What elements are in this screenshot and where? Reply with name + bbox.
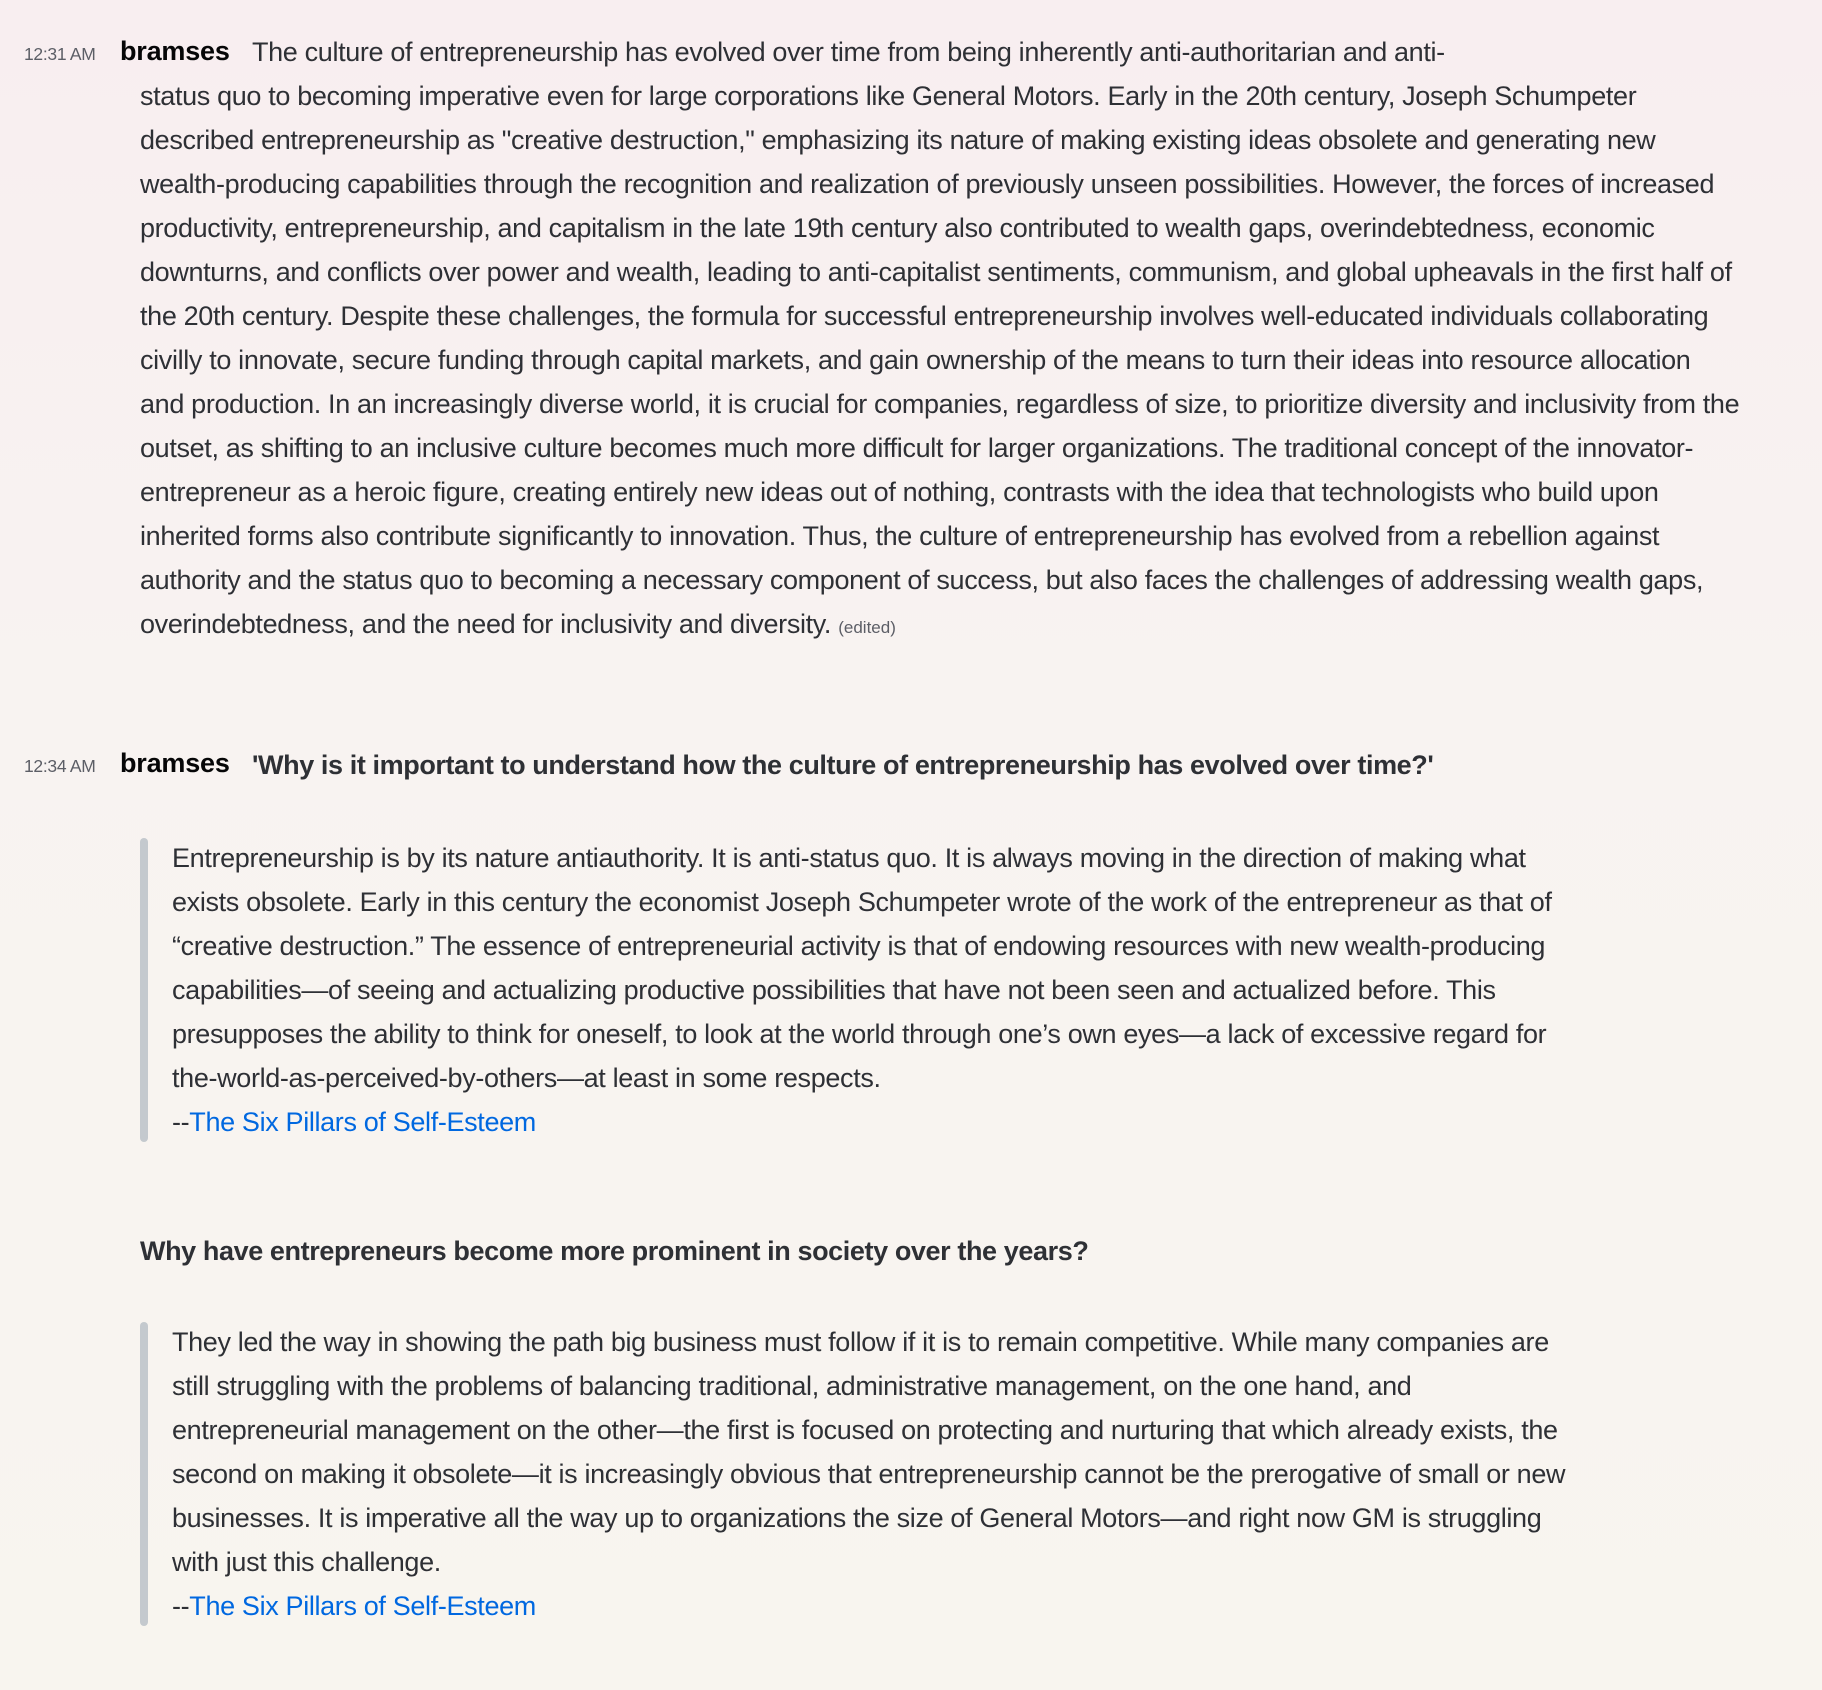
quote-text: They led the way in showing the path big business must follow if it is to remain competitive. While many companies are still struggling with the problems of balancing traditional, administrative management, on the one hand, and entrepreneurial management on the other—the first is focused on protecting and nurturing that which already exists, the second on making it obsolete—it is increasingly obvious that entrepreneurship cannot be the prerogative of small or new businesses. It is imperative all the way up to organizations the size of General Motors—and right now GM is struggling with just this challenge. xyxy=(172,1327,1566,1577)
question-heading: Why have entrepreneurs become more prominent in society over the years? xyxy=(140,1236,1089,1266)
blockquote-2 xyxy=(140,1320,1612,1628)
message-timestamp[interactable]: 12:34 AM xyxy=(24,756,96,776)
message-username[interactable]: bramses xyxy=(120,748,230,778)
attribution-dashes: -- xyxy=(172,1591,190,1621)
message-heading: 'Why is it important to understand how the culture of entrepreneurship has evolved over time?' xyxy=(252,750,1434,780)
source-link[interactable]: The Six Pillars of Self-Esteem xyxy=(189,1107,536,1137)
attribution-dashes: -- xyxy=(172,1107,190,1137)
quote-bar xyxy=(140,838,148,1142)
blockquote-1 xyxy=(140,836,1612,1144)
message-body-text: status quo to becoming imperative even for large corporations like General Motors. Early in the 20th century, Joseph Schumpeter described entrepreneurship as "creative destruction," emphasizing its nature of making existing ideas obsolete and generating new wealth-producing capabilities through the recognition and realization of previously unseen possibilities. However, the forces of increased productivity, entrepreneurship, and capitalism in the late 19th century also contributed to wealth gaps, overindebtedness, economic downturns, and conflicts over power and wealth, leading to anti-capitalist sentiments, communism, and global upheavals in the first half of the 20th century. Despite these challenges, the formula for successful entrepreneurship involves well-educated individuals collaborating civilly to innovate, secure funding through capital markets, and gain ownership of the means to turn their ideas into resource allocation and production. In an increasingly diverse world, it is crucial for companies, regardless of size, to prioritize diversity and inclusivity from the outset, as shifting to an inclusive culture becomes much more difficult for larger organizations. The traditional concept of the innovator-entrepreneur as a heroic figure, creating entirely new ideas out of nothing, contrasts with the idea that technologists who build upon inherited forms also contribute significantly to innovation. Thus, the culture of entrepreneurship has evolved from a rebellion against authority and the status quo to becoming a necessary component of success, but also faces the challenges of addressing wealth gaps, overindebtedness, and the need for inclusivity and diversity. (edited) xyxy=(140,81,1740,639)
quote-attribution xyxy=(172,1100,1612,1144)
message-timestamp[interactable]: 12:31 AM xyxy=(24,44,96,64)
quote-attribution xyxy=(172,1584,1612,1628)
quote-text: Entrepreneurship is by its nature antiauthority. It is anti-status quo. It is always moving in the direction of making what exists obsolete. Early in this century the economist Joseph Schumpeter wrote of the work of the entrepreneur as that of “creative destruction.” The essence of entrepreneurial activity is that of endowing resources with new wealth-producing capabilities—of seeing and actualizing productive possibilities that have not been seen and actualized before. This presupposes the ability to think for oneself, to look at the world through one’s own eyes—a lack of excessive regard for the-world-as-perceived-by-others—at least in some respects. xyxy=(172,843,1552,1093)
source-link[interactable]: The Six Pillars of Self-Esteem xyxy=(189,1591,536,1621)
quote-bar xyxy=(140,1322,148,1626)
edited-indicator: (edited) xyxy=(838,618,896,637)
message-username[interactable]: bramses xyxy=(120,36,230,66)
message-first-line: The culture of entrepreneurship has evolved over time from being inherently anti-authoritarian and anti- xyxy=(252,37,1445,67)
message-content xyxy=(140,30,1740,650)
